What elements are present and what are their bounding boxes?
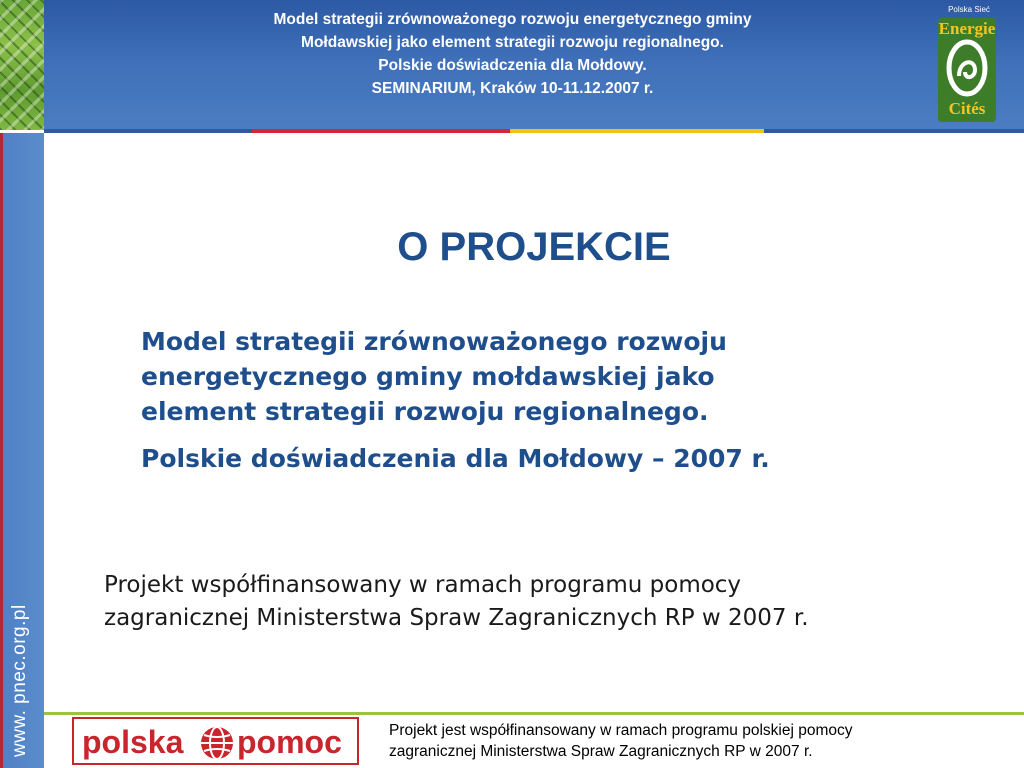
footer-line: zagranicznej Ministerstwa Spraw Zagranicznych RP w 2007 r.	[389, 743, 813, 760]
header-title-line: Polskie doświadczenia dla Mołdowy.	[378, 57, 647, 74]
project-description	[141, 324, 961, 476]
stripe-segment-red	[252, 129, 510, 133]
stripe-segment-blue	[44, 129, 252, 133]
header-title-line: SEMINARIUM, Kraków 10-11.12.2007 r.	[371, 80, 654, 97]
website-url[interactable]: www. pnec.org.pl	[9, 604, 30, 757]
stripe-segment-blue-2	[764, 129, 1024, 133]
logo-emblem	[938, 18, 996, 122]
logo-caption: Polska Sieć	[948, 5, 990, 14]
leaf-image	[0, 0, 44, 130]
header-title-line: Mołdawskiej jako element strategii rozwoju regionalnego.	[301, 34, 724, 51]
globe-icon	[199, 725, 235, 761]
header-title-line: Model strategii zrównoważonego rozwoju energetycznego gminy	[273, 11, 752, 28]
sidebar-edge	[0, 133, 3, 768]
footer-note	[389, 720, 1014, 762]
cofinance-line: zagranicznej Ministerstwa Spraw Zagranicznych RP w 2007 r.	[104, 605, 809, 631]
project-subtitle: Polskie doświadczenia dla Mołdowy – 2007 r.	[141, 444, 770, 473]
slide-title: O PROJEKCIE	[397, 225, 671, 269]
footer-line: Projekt jest współfinansowany w ramach programu polskiej pomocy	[389, 722, 853, 739]
swirl-icon	[945, 38, 989, 98]
logo-word-pomoc: pomoc	[237, 724, 342, 760]
polska-pomoc-logo	[72, 717, 359, 765]
stripe-segment-yellow	[510, 129, 764, 133]
cofinance-line: Projekt współfinansowany w ramach programu pomocy	[104, 572, 742, 598]
energie-cites-logo	[930, 0, 1024, 130]
project-line: energetycznego gminy mołdawskiej jako	[141, 362, 715, 391]
cofinance-note	[104, 569, 1004, 635]
logo-word-energie: Energie	[938, 19, 996, 38]
logo-word-cites: Cités	[948, 99, 986, 118]
project-line: element strategii rozwoju regionalnego.	[141, 397, 709, 426]
logo-word-polska: polska	[82, 724, 184, 760]
project-line: Model strategii zrównoważonego rozwoju	[141, 327, 727, 356]
header-title	[60, 8, 965, 100]
footer-divider	[44, 712, 1024, 715]
